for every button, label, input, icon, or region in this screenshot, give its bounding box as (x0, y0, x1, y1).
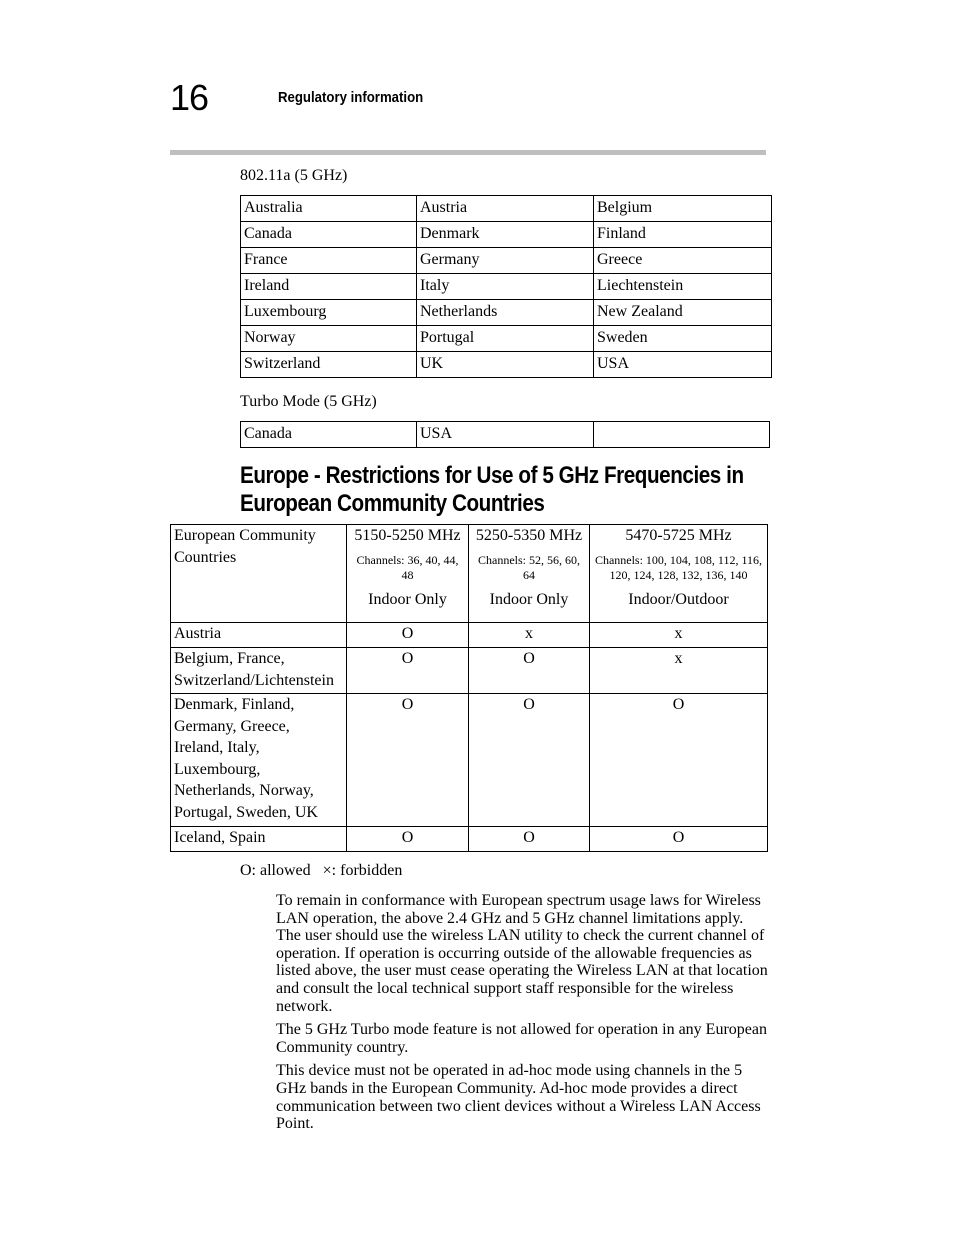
table-cell: Netherlands (417, 300, 594, 326)
table-cell: France (241, 248, 417, 274)
countries-cell: Belgium, France, Switzerland/Lichtenstein (171, 648, 347, 694)
value-cell: x (590, 623, 768, 648)
body-text (276, 892, 768, 1139)
value-cell: x (469, 623, 590, 648)
table-cell: Germany (417, 248, 594, 274)
value-cell: O (347, 694, 469, 827)
table-cell: USA (417, 422, 594, 448)
table-80211a (240, 195, 772, 378)
header-rule (170, 150, 766, 155)
band-channels: Channels: 100, 104, 108, 112, 116, 120, 124, 128, 132, 136, 140 (594, 552, 763, 582)
table-cell: Austria (417, 196, 594, 222)
table-row (171, 827, 768, 852)
table-header-row (171, 525, 768, 623)
value-cell: O (347, 827, 469, 852)
table-cell: Greece (594, 248, 772, 274)
section-heading-line: Europe - Restrictions for Use of 5 GHz Frequencies in (240, 462, 744, 489)
page-number: 16 (170, 77, 209, 118)
band-use: Indoor Only (368, 590, 447, 608)
paragraph: The 5 GHz Turbo mode feature is not allowed for operation in any European Community country. (276, 1021, 767, 1056)
value-cell: O (469, 827, 590, 852)
table-cell: USA (594, 352, 772, 378)
table-cell: Italy (417, 274, 594, 300)
table-turbo-caption: Turbo Mode (5 GHz) (240, 393, 377, 410)
table-cell: Sweden (594, 326, 772, 352)
table-row (241, 300, 772, 326)
table-cell: Finland (594, 222, 772, 248)
table-row (171, 694, 768, 827)
header-cell-band (469, 525, 590, 623)
europe-restrictions-table (170, 524, 768, 852)
countries-cell: Austria (171, 623, 347, 648)
table-row (241, 352, 772, 378)
table-row (241, 222, 772, 248)
table-cell: Denmark (417, 222, 594, 248)
table-row (241, 248, 772, 274)
band-label: 5470-5725 MHz (625, 527, 732, 544)
table-cell: Switzerland (241, 352, 417, 378)
table-cell: Belgium (594, 196, 772, 222)
band-use: Indoor Only (489, 590, 569, 608)
value-cell: O (469, 694, 590, 827)
table-row (171, 648, 768, 694)
value-cell: O (347, 623, 469, 648)
table-row (171, 623, 768, 648)
paragraph: This device must not be operated in ad-hoc mode using channels in the 5 GHz bands in the European Community. Ad-hoc mode provides a direct communication between two client devices without a Wireless LAN Access Point. (276, 1062, 761, 1133)
header-cell-countries: European Community Countries (171, 525, 347, 623)
table-row (241, 196, 772, 222)
table-cell: Portugal (417, 326, 594, 352)
table-cell: New Zealand (594, 300, 772, 326)
table-cell: Luxembourg (241, 300, 417, 326)
band-use: Indoor/Outdoor (628, 590, 729, 608)
section-heading (240, 462, 756, 518)
table-cell: Australia (241, 196, 417, 222)
header-cell-band (590, 525, 768, 623)
table-cell: Ireland (241, 274, 417, 300)
table-turbo (240, 421, 770, 448)
table-row (241, 422, 770, 448)
paragraph: To remain in conformance with European spectrum usage laws for Wireless LAN operation, the above 2.4 GHz and 5 GHz channel limitations apply. The user should use the wireless LAN utility to check the current channel of operation. If operation is occurring outside of the allowable frequencies as listed above, the user must cease operating the Wireless LAN at that location and consult the local technical support staff responsible for the wireless network. (276, 892, 768, 1015)
value-cell: O (590, 827, 768, 852)
table-row (241, 326, 772, 352)
header-cell-band (347, 525, 469, 623)
value-cell: O (590, 694, 768, 827)
table-cell: UK (417, 352, 594, 378)
table-cell: Norway (241, 326, 417, 352)
value-cell: O (469, 648, 590, 694)
running-head: Regulatory information (278, 89, 424, 106)
countries-cell: Denmark, Finland, Germany, Greece, Ireland, Italy, Luxembourg, Netherlands, Norway, Portugal, Sweden, UK (171, 694, 347, 827)
section-heading-line: European Community Countries (240, 490, 545, 517)
value-cell: x (590, 648, 768, 694)
band-channels: Channels: 36, 40, 44, 48 (356, 552, 459, 582)
table-row (241, 274, 772, 300)
table-80211a-caption: 802.11a (5 GHz) (240, 167, 348, 184)
table-cell: Liechtenstein (594, 274, 772, 300)
band-label: 5250-5350 MHz (475, 527, 583, 544)
table-cell: Canada (241, 422, 417, 448)
table-cell (594, 422, 770, 448)
countries-cell: Iceland, Spain (171, 827, 347, 852)
band-channels: Channels: 52, 56, 60, 64 (478, 552, 580, 582)
value-cell: O (347, 648, 469, 694)
table-legend: O: allowed ×: forbidden (240, 862, 403, 879)
band-label: 5150-5250 MHz (354, 527, 461, 544)
table-cell: Canada (241, 222, 417, 248)
